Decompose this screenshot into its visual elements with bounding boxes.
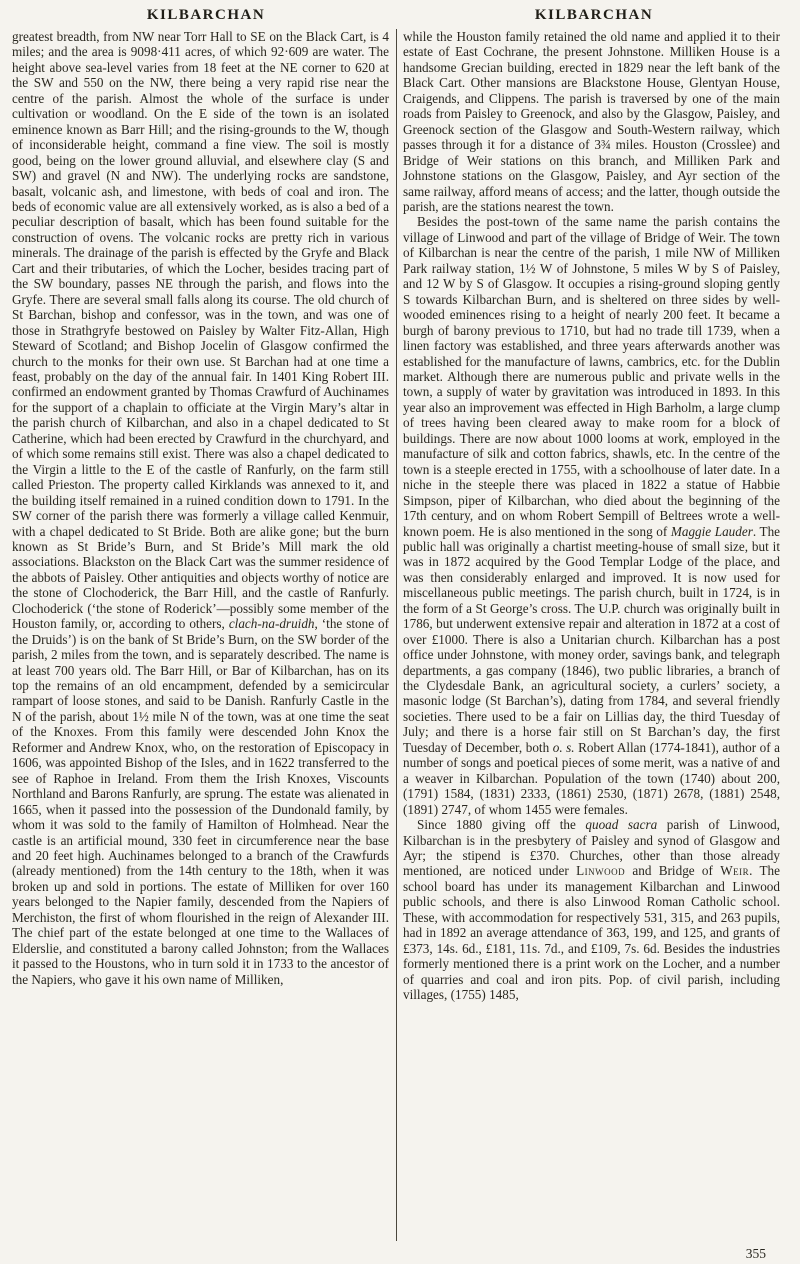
text-segment: clach-na-druidh	[228, 616, 315, 632]
paragraph	[403, 29, 780, 214]
running-heads	[0, 7, 800, 24]
text-segment: quoad sacra	[585, 817, 658, 833]
page-number: 355	[745, 1246, 766, 1261]
text-segment: Robert Allan (1774-1841), author of a number of songs and poetical pieces of some merit, was a native of and a weaver in Kilbarchan. Population of the town (1740) about 200, (1791) 1584, (1831) 2333, (1861) 2530, (1871) 2678, (1881) 2548, (1891) 2747, of whom 1455 were females.	[403, 739, 780, 817]
paragraph	[403, 817, 780, 1002]
text-columns	[0, 29, 800, 1241]
text-segment: parish of Linwood, Kilbarchan is in the presbytery of Paisley and synod of Glasgow and Ayr; the stipend is £370. Churches, other than those already mentioned, are noticed under	[403, 817, 780, 879]
paragraph	[403, 214, 780, 817]
text-segment: and Bridge of	[625, 863, 721, 879]
left-column	[12, 29, 389, 1241]
right-column	[403, 29, 780, 1241]
text-segment: Besides the post-town of the same name the parish contains the village of Linwood and part of the village of Bridge of Weir. The town of Kilbarchan is near the centre of the parish, 1 mile NW of Milliken Park railway station, 1½ W of Johnstone, 5 miles W by S of Paisley, and 12 W by S of Glasgow. It occupies a rising-ground sloping gently S towards Kilbarchan Burn, and is sheltered on three sides by well-wooded eminences rising to a height of nearly 200 feet. It became a burgh of barony previous to 1710, but had no trade till 1739, when a linen factory was established, and three years afterwards another was established for the manufacture of lawns, cambrics, etc. for the Dublin market. Although there are numerous public and private wells in the town, a supply of water by gravitation was introduced in 1893. In this year also an improvement was effected in High Barholm, a large clump of trees having been cleared away to make room for a block of buildings. There are now about 1000 looms at work, employed in the manufacture of silk and cotton fabrics, shawls, etc. In the centre of the town is a steeple erected in 1755, with a schoolhouse of later date. In a niche in the steeple there was placed in 1822 a statue of Habbie Simpson, piper of Kilbarchan, who died about the beginning of the 17th century, and on whom Robert Sempill of Beltrees wrote a well-known poem. He is also mentioned in the song of	[403, 214, 780, 539]
text-segment: . The school board has under its management Kilbarchan and Linwood public schools, and there is also Linwood Roman Catholic school. These, with accommodation for respectively 531, 315, and 263 pupils, had in 1892 an average attendance of 363, 199, and 125, and grants of £373, 14s. 6d., £181, 11s. 7d., and £109, 7s. 6d. Besides the industries formerly mentioned there is a print work on the Locher, and a number of quarries and coal and iron pits. Pop. of civil parish, including villages, (1755) 1485,	[403, 863, 780, 1003]
text-segment: Since 1880 giving off the	[417, 817, 586, 833]
right-column-header: KILBARCHAN	[534, 7, 654, 23]
left-column-header: KILBARCHAN	[146, 7, 266, 23]
column-divider-rule	[396, 29, 397, 1241]
text-segment: o. s.	[552, 739, 575, 755]
paragraph	[12, 29, 389, 987]
text-segment: Linwood	[576, 863, 626, 879]
column-divider-area	[389, 29, 403, 1241]
text-segment: . The public hall was originally a chartist meeting-house of small size, but it was in 1872 acquired by the Good Templar Lodge of the place, and was then considerably enlarged and improved. It is now used for miscellaneous public meetings. The parish church, built in 1724, is in the form of a St George’s cross. The U.P. church was originally built in 1786, but underwent extensive repair and alteration in 1872 at a cost of over £1000. There is also a Unitarian church. Kilbarchan has a post office under Johnstone, with money order, savings bank, and telegraph departments, a gas company (1846), two public libraries, a branch of the Clydesdale Bank, an agricultural society, a curlers’ society, a masonic lodge (St Barchan’s), dating from 1784, and several friendly societies. There used to be a fair on Lillias day, the third Tuesday of July; and there is a horse fair still on St Barchan’s day, the first Tuesday of December, both	[403, 523, 780, 755]
text-segment: , ‘the stone of the Druids’) is on the bank of St Bride’s Burn, on the SW border of the parish, 2 miles from the town, and is separately described. The name is at least 700 years old. The Barr Hill, or Bar of Kilbarchan, has on its top the remains of an old encampment, defended by a semicircular rampart of loose stones, and said to be Danish. Ranfurly Castle in the N of the parish, about 1½ mile N of the town, was at one time the seat of the Knoxes. From this family were descended John Knox the Reformer and Andrew Knox, who, on the restoration of Episcopacy in 1606, was appointed Bishop of the Isles, and in 1622 transferred to the see of Raphoe in Ireland. From them the Irish Knoxes, Viscounts Northland and Barons Ranfurly, are sprung. The estate was alienated in 1665, when it passed into the possession of the Dundonald family, by whom it was sold to the family of Hamilton of Holmhead. Near the castle is an artificial mound, 330 feet in circumference near the base and 20 feet high. Auchinames belonged to a branch of the Crawfurds (already mentioned) from the 14th century to the 18th, when it was broken up and sold in portions. The estate of Milliken for over 160 years belonged to the Napier family, descended from the Napiers of Merchiston, the first of whom flourished in the reign of Alexander III. The chief part of the estate belonged at one time to the Wallaces of Elderslie, and constituted a barony called Johnston; from the Wallaces it passed to the Houstons, who in turn sold it in 1733 to the ancestor of the Napiers, who gave it his own name of Milliken,	[12, 616, 389, 987]
text-segment: greatest breadth, from NW near Torr Hall to SE on the Black Cart, is 4 miles; and the area is 9098·411 acres, of which 92·609 are water. The height above sea-level varies from 18 feet at the NE corner to 620 at the SW and 550 on the NW, there being a very rapid rise near the centre of the parish. Almost the whole of the surface is under cultivation or woodland. On the E side of the town is an isolated eminence known as Barr Hill; and the rising-grounds to the W, though of inconsiderable height, command a fine view. The soil is mostly good, being on the lower ground alluvial, and elsewhere clay (S and SW) and gravel (N and NW). The underlying rocks are sandstone, basalt, volcanic ash, and limestone, with beds of coal and iron. The beds of economic value are all extensively worked, as is also a bed of a peculiar description of basalt, which has been found suitable for the construction of ovens. The volcanic rocks are pretty rich in various minerals. The drainage of the parish is effected by the Gryfe and Black Cart and their tributaries, of which the Locher, besides tracing part of the SW boundary, passes NE through the parish, and flows into the Gryfe. There are several small falls along its course. The old church of St Barchan, bishop and confessor, was in the town, and was one of those in Strathgryfe bestowed on Paisley by Walter Fitz-Allan, High Steward of Scotland; and Bishop Jocelin of Glasgow confirmed the church to the monks for their own use. St Barchan had at one time a feast, probably on the day of the annual fair. In 1401 King Robert III. confirmed an endowment granted by Thomas Crawfurd of Auchinames for the support of a chaplain to officiate at the Virgin Mary’s altar in the parish church of Kilbarchan, and also in a chapel dedicated to St Catherine, which had been erected by Crawfurd in the churchyard, and of which some remains still exist. There was also a chapel dedicated to the Virgin a little to the E of the castle of Ranfurly, on the farm still called Prieston. The property called Kirklands was annexed to it, and the building itself remained in a ruined condition down to 1791. In the SW corner of the parish there was formerly a village called Kenmuir, with a chapel dedicated to St Bride. Both are alike gone; but the burn known as St Bride’s Burn, and St Bride’s Mill mark the old associations. Blackston on the Black Cart was the summer residence of the abbots of Paisley. Other antiquities and objects worthy of notice are the stone of Clochoderick, the Barr Hill, and the castle of Ranfurly. Clochoderick (‘the stone of Roderick’—possibly some member of the Houston family, or, according to others,	[12, 29, 389, 632]
text-segment: while the Houston family retained the old name and applied it to their estate of East Cochrane, the present Johnstone. Milliken House is a handsome Grecian building, erected in 1829 near the left bank of the Black Cart. Other mansions are Blackstone House, Glentyan House, Craigends, and Clippens. The parish is traversed by one of the main roads from Paisley to Greenock, and also by the Glasgow, Paisley, and Greenock section of the Glasgow and South-Western railway, which passes through it for a distance of 3¾ miles. Houston (Crosslee) and Bridge of Weir stations on this branch, and Milliken Park and Johnstone stations on the Glasgow, Paisley, and Ayr section of the same railway, afford means of access; and the latter, though outside the parish, are the stations nearest the town.	[403, 29, 780, 214]
text-segment: Maggie Lauder	[670, 523, 753, 539]
text-segment: Weir	[720, 863, 750, 879]
